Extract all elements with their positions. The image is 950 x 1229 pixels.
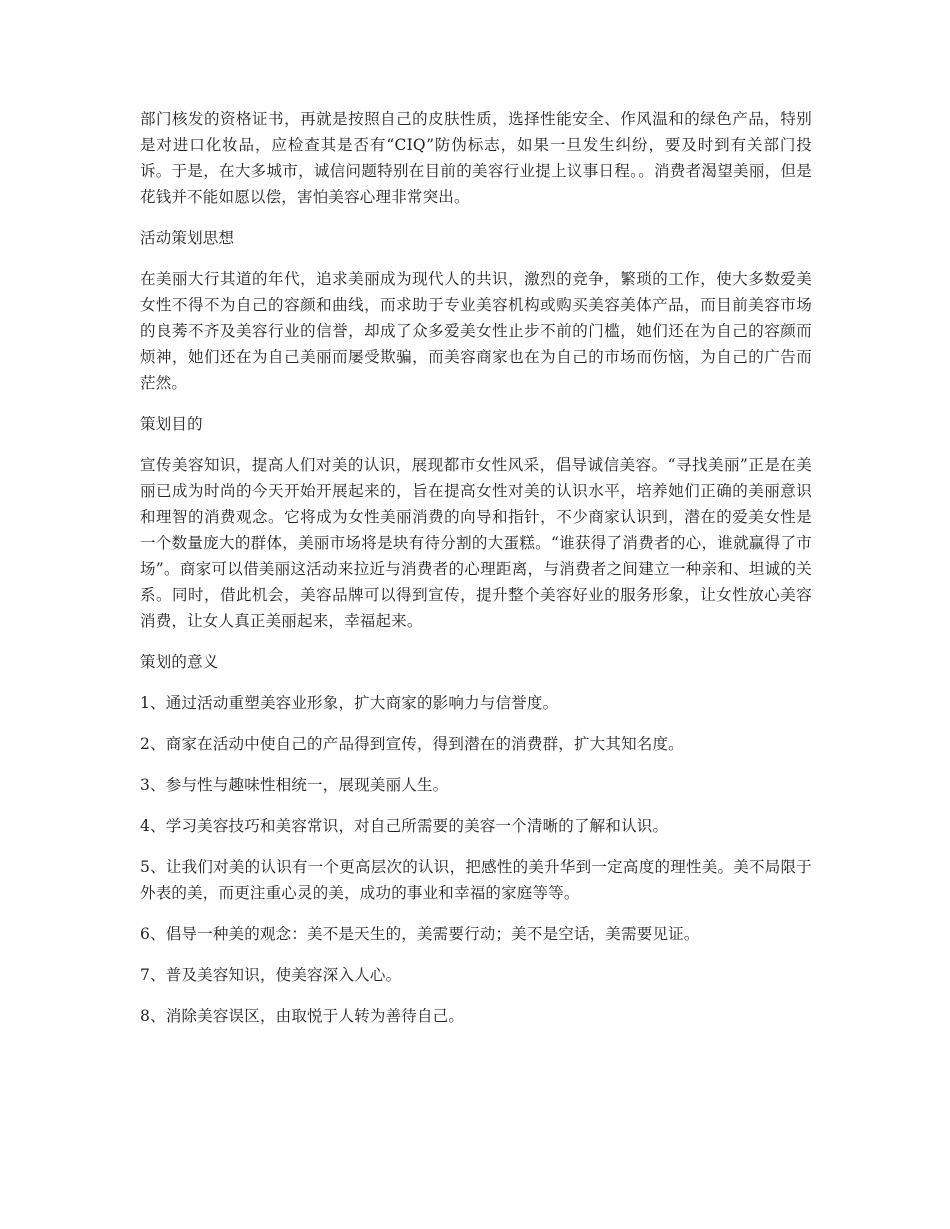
planning-purpose-paragraph: 宣传美容知识，提高人们对美的认识，展现都市女性风采，倡导诚信美容。“寻找美丽”正是在美丽已成为时尚的今天开始开展起来的，旨在提高女性对美的认识水平，培养她们正确的美丽意识和理智的消费观念。它将成为女性美丽消费的向导和指针，不少商家认识到，潜在的爱美女性是一个数量庞大的群体，美丽市场将是块有待分割的大蛋糕。“谁获得了消费者的心，谁就赢得了市场”。商家可以借美丽这活动来拉近与消费者的心理距离，与消费者之间建立一种亲和、坦诚的关系。同时，借此机会，美容品牌可以得到宣传，提升整个美容好业的服务形象，让女性放心美容消费，让女人真正美丽起来，幸福起来。 (140, 456, 812, 630)
list-item: 4、学习美容技巧和美容常识，对自己所需要的美容一个清晰的了解和认识。 (140, 817, 669, 835)
list-item: 8、消除美容误区，由取悦于人转为善待自己。 (140, 1007, 465, 1025)
section-heading-planning-idea: 活动策划思想 (140, 229, 235, 247)
list-item: 6、倡导一种美的观念：美不是天生的，美需要行动；美不是空话，美需要见证。 (140, 925, 700, 943)
list-item: 7、普及美容知识，使美容深入人心。 (140, 966, 402, 984)
document-page (140, 106, 812, 1044)
section-heading-planning-significance: 策划的意义 (140, 653, 219, 671)
list-item: 3、参与性与趣味性相统一，展现美丽人生。 (140, 776, 449, 794)
section-heading-planning-purpose: 策划目的 (140, 415, 203, 433)
planning-idea-paragraph: 在美丽大行其道的年代，追求美丽成为现代人的共识，激烈的竞争，繁琐的工作，使大多数爱美女性不得不为自己的容颜和曲线，而求助于专业美容机构或购买美容美体产品，而目前美容市场的良莠不齐及美容行业的信誉，却成了众多爱美女性止步不前的门槛，她们还在为自己的容颜而烦神，她们还在为自己美丽而屡受欺骗，而美容商家也在为自己的市场而伤恼，为自己的广告而茫然。 (140, 270, 812, 392)
intro-paragraph: 部门核发的资格证书，再就是按照自己的皮肤性质，选择性能安全、作风温和的绿色产品，特别是对进口化妆品，应检查其是否有“CIQ”防伪标志，如果一旦发生纠纷，要及时到有关部门投诉。于是，在大多城市，诚信问题特别在目前的美容行业提上议事日程。。消费者渴望美丽，但是花钱并不能如愿以偿，害怕美容心理非常突出。 (140, 110, 812, 206)
list-item: 5、让我们对美的认识有一个更高层次的认识，把感性的美升华到一定高度的理性美。美不局限于外表的美，而更注重心灵的美，成功的事业和幸福的家庭等等。 (140, 858, 812, 902)
significance-list (140, 690, 812, 1029)
list-item: 2、商家在活动中使自己的产品得到宣传，得到潜在的消费群，扩大其知名度。 (140, 735, 684, 753)
list-item: 1、通过活动重塑美容业形象，扩大商家的影响力与信誉度。 (140, 694, 559, 712)
